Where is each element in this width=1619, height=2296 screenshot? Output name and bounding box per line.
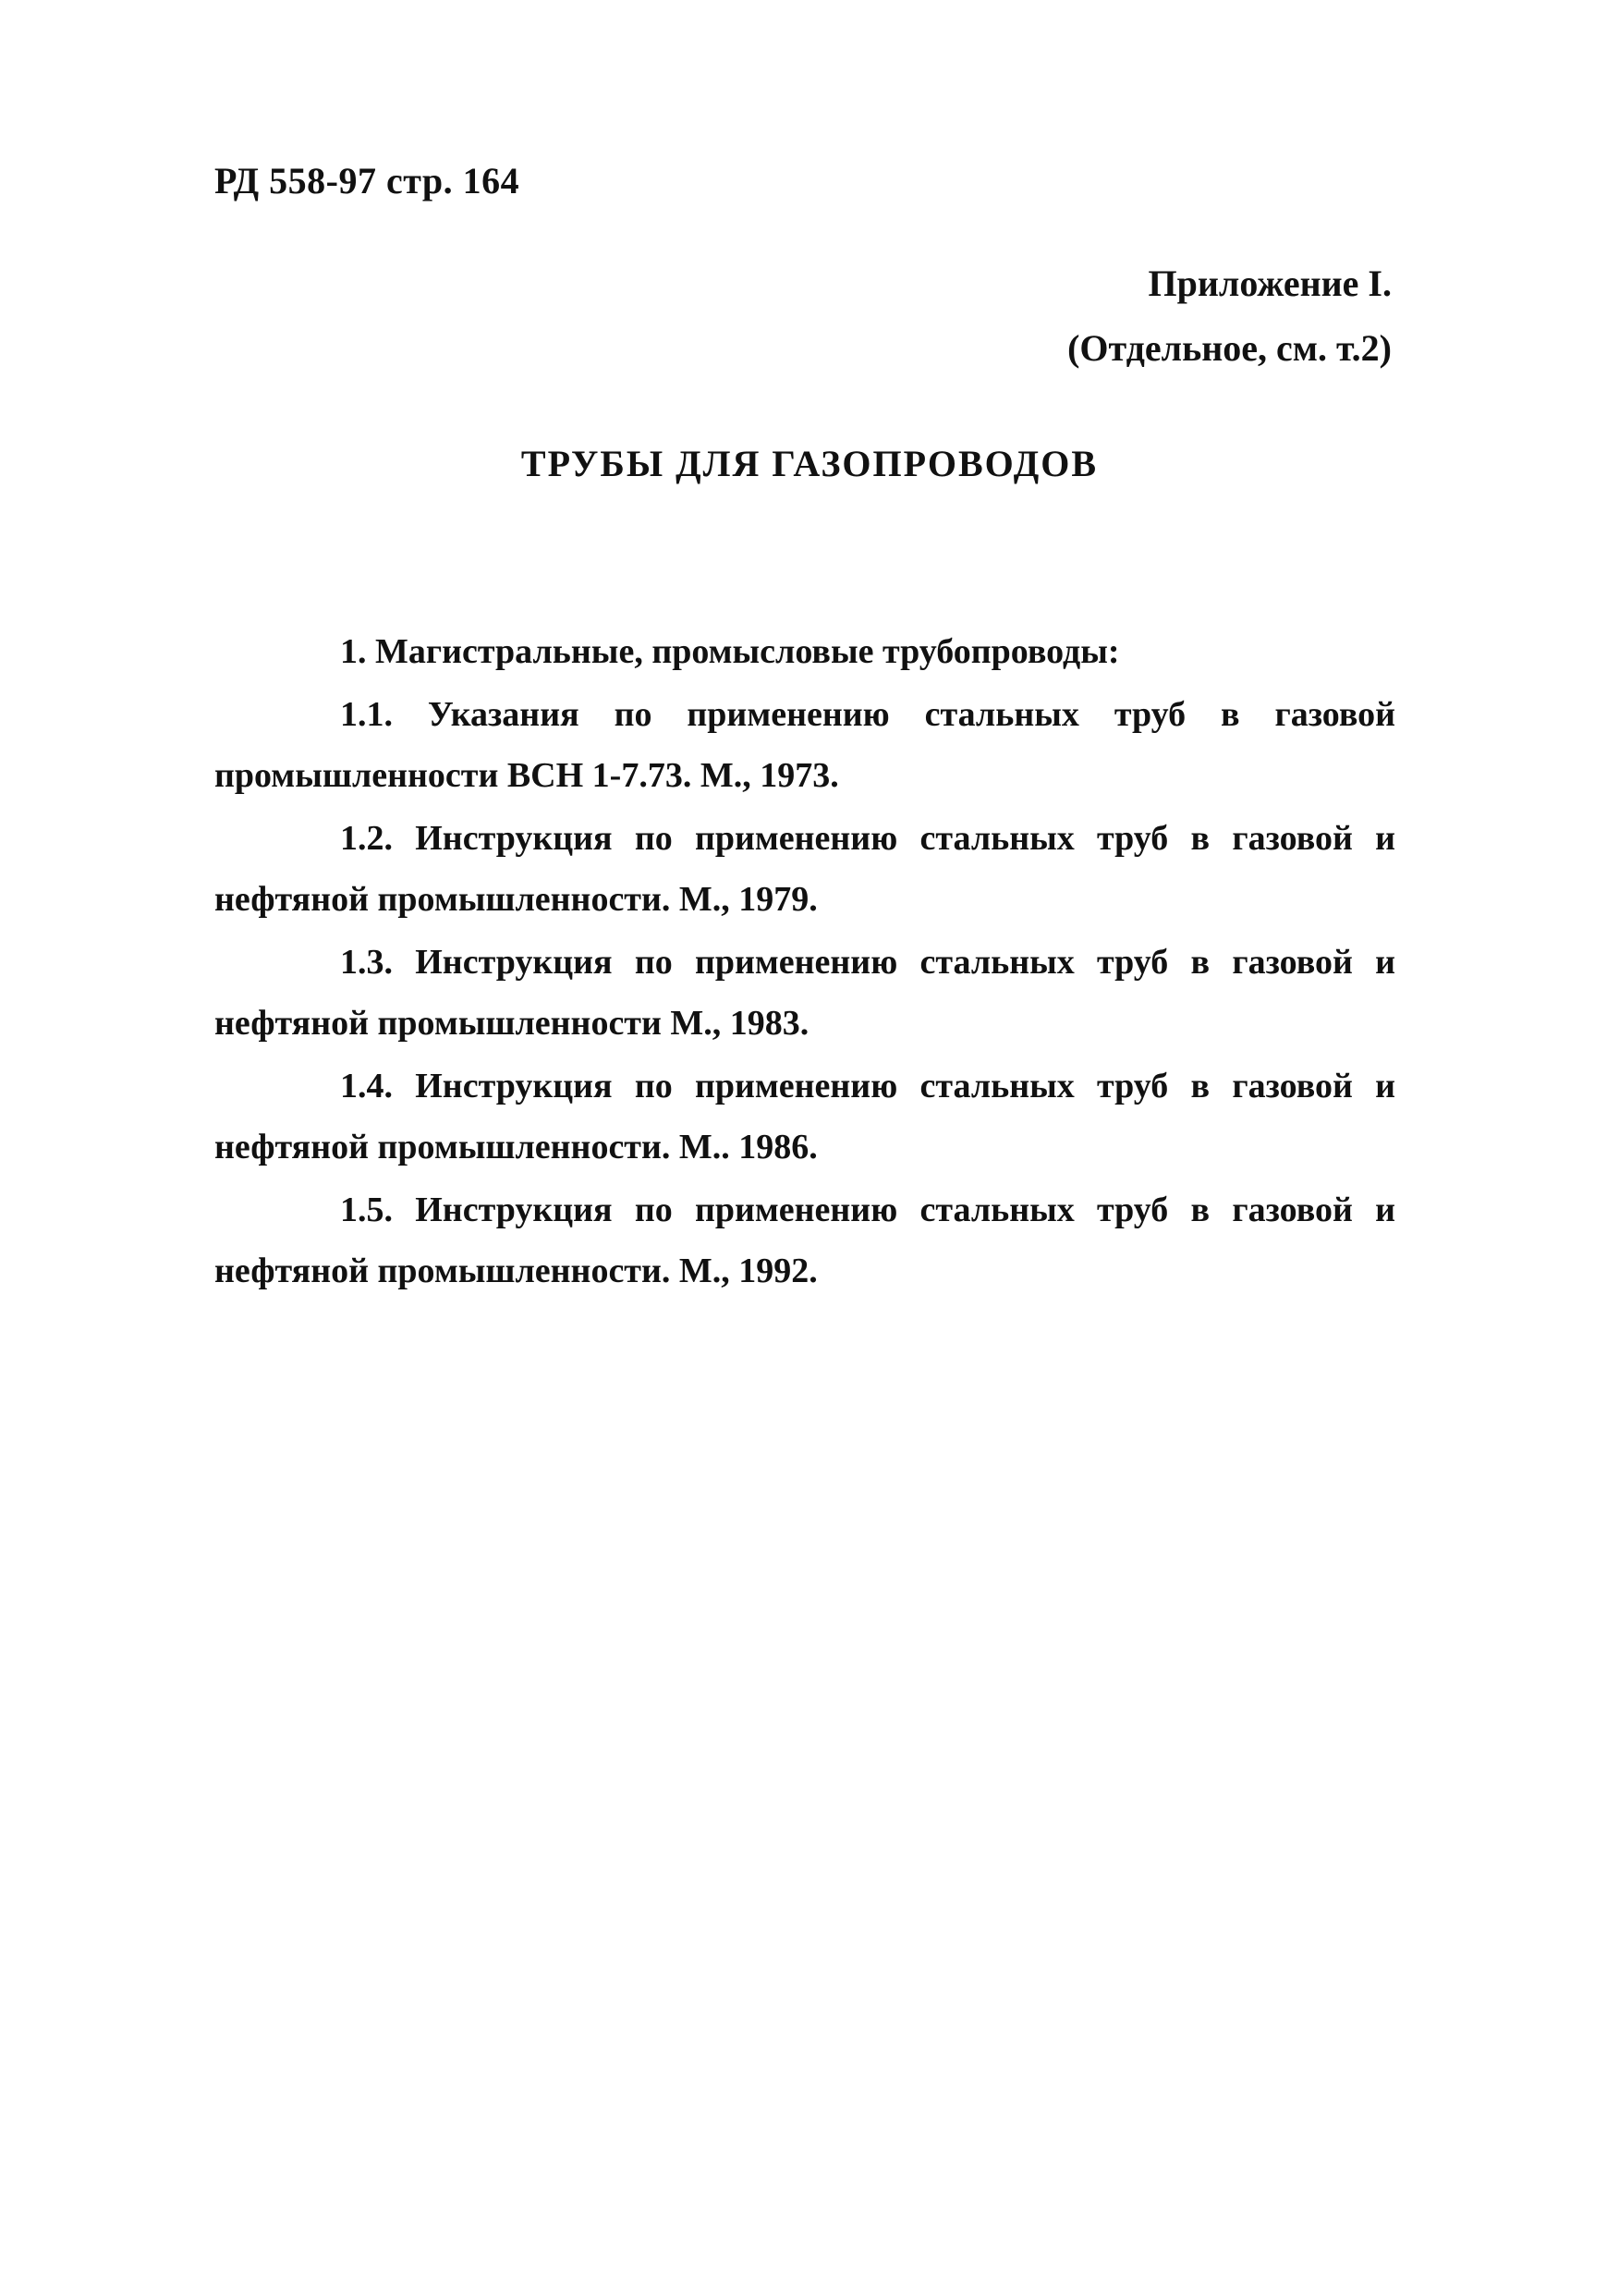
appendix-block xyxy=(1067,251,1392,381)
list-item: 1.1. Указания по применению стальных труб в газовой промышленности ВСН 1-7.73. М., 1973. xyxy=(214,695,1395,795)
page-title: ТРУБЫ ДЛЯ ГАЗОПРОВОДОВ xyxy=(520,443,1099,484)
list-item: 1.2. Инструкция по применению стальных труб в газовой и нефтяной промышленности. М., 1979. xyxy=(214,819,1395,919)
list-item: 1.4. Инструкция по применению стальных труб в газовой и нефтяной промышленности. М.. 1986. xyxy=(214,1067,1395,1166)
list-item: 1.5. Инструкция по применению стальных труб в газовой и нефтяной промышленности. М., 1992. xyxy=(214,1191,1395,1290)
appendix-note: (Отдельное, см. т.2) xyxy=(1067,327,1392,369)
list-item: 1.3. Инструкция по применению стальных труб в газовой и нефтяной промышленности М., 1983. xyxy=(214,943,1395,1043)
appendix-label: Приложение I. xyxy=(1148,263,1392,304)
document-body xyxy=(214,621,1395,1301)
document-reference: РД 558-97 стр. 164 xyxy=(214,160,520,202)
list-item-heading: 1. Магистральные, промысловые трубопроводы: xyxy=(340,632,1120,671)
